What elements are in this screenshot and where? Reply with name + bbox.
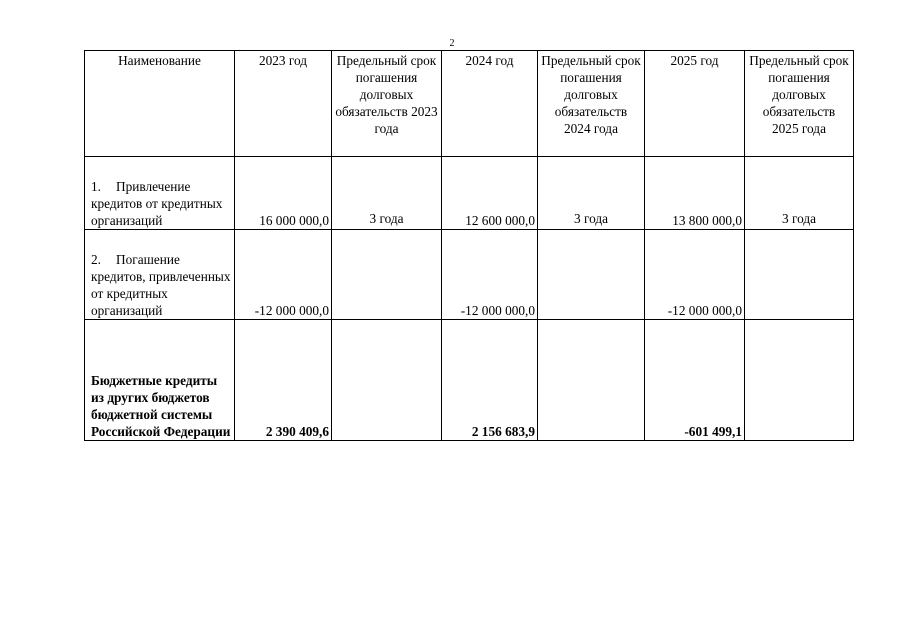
term-2023: [332, 230, 442, 320]
value-2023: 16 000 000,0: [235, 157, 332, 230]
table-row: [85, 157, 854, 230]
value-2025: 13 800 000,0: [645, 157, 745, 230]
column-header-name: Наименование: [85, 51, 235, 157]
row-number: 1.: [91, 179, 101, 194]
row-name: Привлечение кредитов от кредитных организаций: [91, 179, 223, 228]
value-2025: -601 499,1: [645, 320, 745, 441]
column-header-2023: 2023 год: [235, 51, 332, 157]
value-2023: 2 390 409,6: [235, 320, 332, 441]
row-number: 2.: [91, 252, 101, 267]
value-2024: 2 156 683,9: [442, 320, 538, 441]
debt-obligations-table: [84, 50, 854, 441]
term-2024: [538, 320, 645, 441]
value-2025: -12 000 000,0: [645, 230, 745, 320]
column-header-2025: 2025 год: [645, 51, 745, 157]
term-2025: [745, 320, 854, 441]
term-2025: [745, 230, 854, 320]
value-2023: -12 000 000,0: [235, 230, 332, 320]
column-header-term-2023: Предельный срок погашения долговых обязательств 2023 года: [332, 51, 442, 157]
term-2024: [538, 230, 645, 320]
table-row: [85, 320, 854, 441]
table-row: [85, 230, 854, 320]
row-name: Бюджетные кредиты из других бюджетов бюджетной системы Российской Федерации: [91, 373, 231, 439]
value-2024: -12 000 000,0: [442, 230, 538, 320]
column-header-2024: 2024 год: [442, 51, 538, 157]
row-name-cell: [85, 230, 235, 320]
term-2023: [332, 320, 442, 441]
table-header-row: [85, 51, 854, 157]
term-2024: 3 года: [538, 157, 645, 230]
term-2025: 3 года: [745, 157, 854, 230]
value-2024: 12 600 000,0: [442, 157, 538, 230]
column-header-term-2025: Предельный срок погашения долговых обязательств 2025 года: [745, 51, 854, 157]
row-name-cell: [85, 320, 235, 441]
page-number: 2: [449, 38, 455, 49]
term-2023: 3 года: [332, 157, 442, 230]
column-header-term-2024: Предельный срок погашения долговых обязательств 2024 года: [538, 51, 645, 157]
row-name: Погашение кредитов, привлеченных от кредитных организаций: [91, 252, 231, 318]
row-name-cell: [85, 157, 235, 230]
